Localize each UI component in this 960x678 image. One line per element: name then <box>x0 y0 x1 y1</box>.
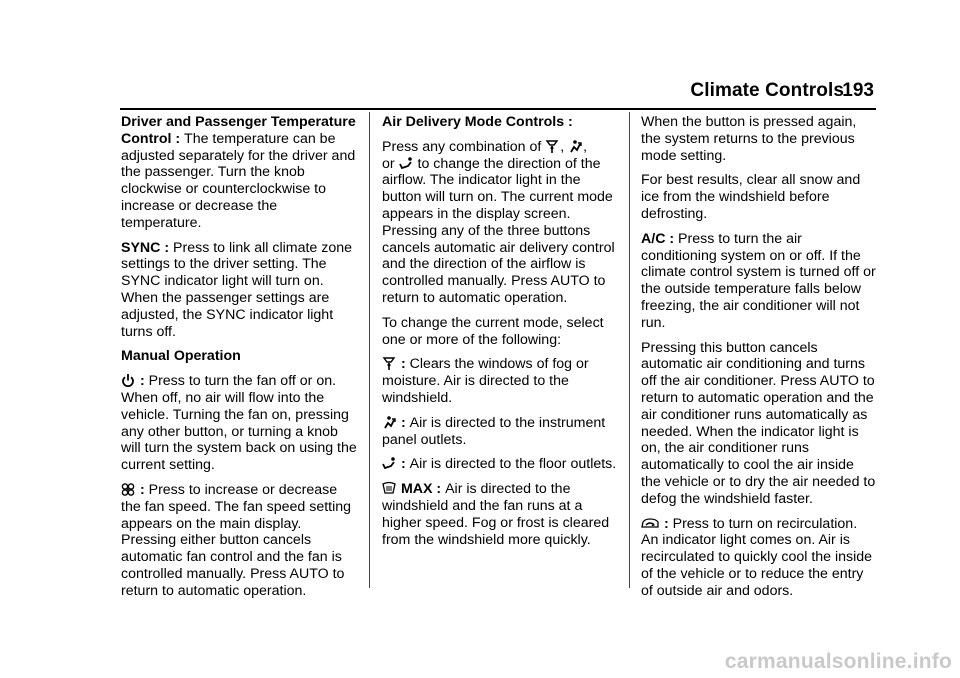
defog-text: Clears the windows of fog or moisture. Air is directed to the windshield. <box>382 356 589 406</box>
watermark: carmanualsonline.info <box>724 650 952 673</box>
defog-label: : <box>397 356 410 373</box>
floor-text: Air is directed to the floor outlets. <box>409 456 617 473</box>
cancels-paragraph: Pressing this button cancels automatic air conditioning and turns off the air conditioner. Press AUTO to return to automatic operation and the air conditioner runs automatically as needed. When the indicator light is on, the air conditioner runs automatically to cool the air inside the vehicle or to dry the air needed to defog the windshield faster. <box>641 339 876 507</box>
recirculation-icon <box>641 516 659 531</box>
floor-vent-icon <box>382 456 396 471</box>
power-label: : <box>136 373 149 390</box>
air-delivery-heading: Air Delivery Mode Controls : <box>382 114 573 130</box>
combination-paragraph <box>382 139 620 307</box>
column-2 <box>382 114 620 556</box>
recirc-paragraph <box>641 516 877 600</box>
column-divider <box>629 112 630 588</box>
page-number: 193 <box>842 80 874 101</box>
defog-paragraph <box>382 356 620 406</box>
column-1 <box>121 114 357 608</box>
max-label: MAX : <box>397 481 446 498</box>
recirc-label: : <box>660 515 673 532</box>
panel-vent-icon <box>382 415 396 430</box>
combination-sep: , <box>560 138 569 155</box>
fan-label: : <box>136 481 149 498</box>
max-defrost-icon <box>382 481 396 496</box>
combination-text: to change the direction of the airflow. The indicator light in the button will turn on. The current mode appears in the display screen. Pressing any of the three buttons cancels automatic air delivery control and the direction of the airflow is controlled manually. Press AUTO to return to automatic operation. <box>382 155 615 306</box>
fan-text: Press to increase or decrease the fan speed. The fan speed setting appears on the main display. Pressing either button cancels automatic fan control and the fan is controlled manually. Press AUTO to return to automatic operation. <box>121 481 352 599</box>
ac-text: Press to turn the air conditioning system on or off. If the climate control system is turned off or the outside temperature falls below freezing, the air conditioner will not run. <box>641 230 876 331</box>
ac-paragraph <box>641 231 877 332</box>
panel-text: Air is directed to the instrument panel outlets. <box>382 414 606 448</box>
combination-sep: , <box>583 138 588 155</box>
defog-icon <box>545 139 559 154</box>
sync-text: Press to link all climate zone settings to the driver setting. The SYNC indicator light will turn on. When the passenger settings are adjusted, the SYNC indicator light turns off. <box>121 239 353 340</box>
header-rule <box>120 108 876 110</box>
page-title: Climate Controls <box>690 80 844 101</box>
recirc-text: Press to turn on recirculation. An indicator light comes on. Air is recirculated to quickly cool the inside of the vehicle or to reduce the entry of outside air and odors. <box>641 515 873 599</box>
floor-paragraph <box>382 456 620 473</box>
column-3 <box>641 114 877 608</box>
defog-icon <box>382 356 396 371</box>
column-divider <box>369 112 370 588</box>
driver-passenger-paragraph <box>121 114 357 232</box>
change-mode-paragraph: To change the current mode, select one or more of the following: <box>382 314 604 348</box>
page-header <box>0 80 960 112</box>
floor-label: : <box>397 456 410 473</box>
best-results-paragraph: For best results, clear all snow and ice from the windshield before defrosting. <box>641 172 861 222</box>
sync-paragraph <box>121 240 357 341</box>
driver-passenger-text: The temperature can be adjusted separately for the driver and the passenger. Turn the knob clockwise or counterclockwise to increase or decrease the temperature. <box>121 130 356 231</box>
floor-vent-icon <box>399 156 413 171</box>
ac-label: A/C : <box>641 230 679 247</box>
pressed-again-paragraph: When the button is pressed again, the system returns to the previous mode setting. <box>641 114 857 164</box>
combination-or: or <box>382 155 399 172</box>
manual-operation-heading: Manual Operation <box>121 348 241 365</box>
power-icon <box>121 373 135 388</box>
combination-intro: Press any combination of <box>382 138 546 155</box>
panel-vent-icon <box>568 139 582 154</box>
max-text: Air is directed to the windshield and the fan runs at a higher speed. Fog or frost is cleared from the windshield more quickly. <box>382 481 610 548</box>
max-paragraph <box>382 481 620 548</box>
fan-paragraph <box>121 482 357 600</box>
panel-label: : <box>397 414 410 431</box>
fan-icon <box>121 482 135 497</box>
power-text: Press to turn the fan off or on. When off, no air will flow into the vehicle. Turning the fan on, pressing any other button, or turning a knob will turn the system back on using the current setting. <box>121 373 357 474</box>
driver-passenger-label: Driver and Passenger Temperature Control : <box>121 114 356 147</box>
sync-label: SYNC : <box>121 239 174 256</box>
power-paragraph <box>121 373 357 474</box>
panel-paragraph <box>382 415 620 449</box>
